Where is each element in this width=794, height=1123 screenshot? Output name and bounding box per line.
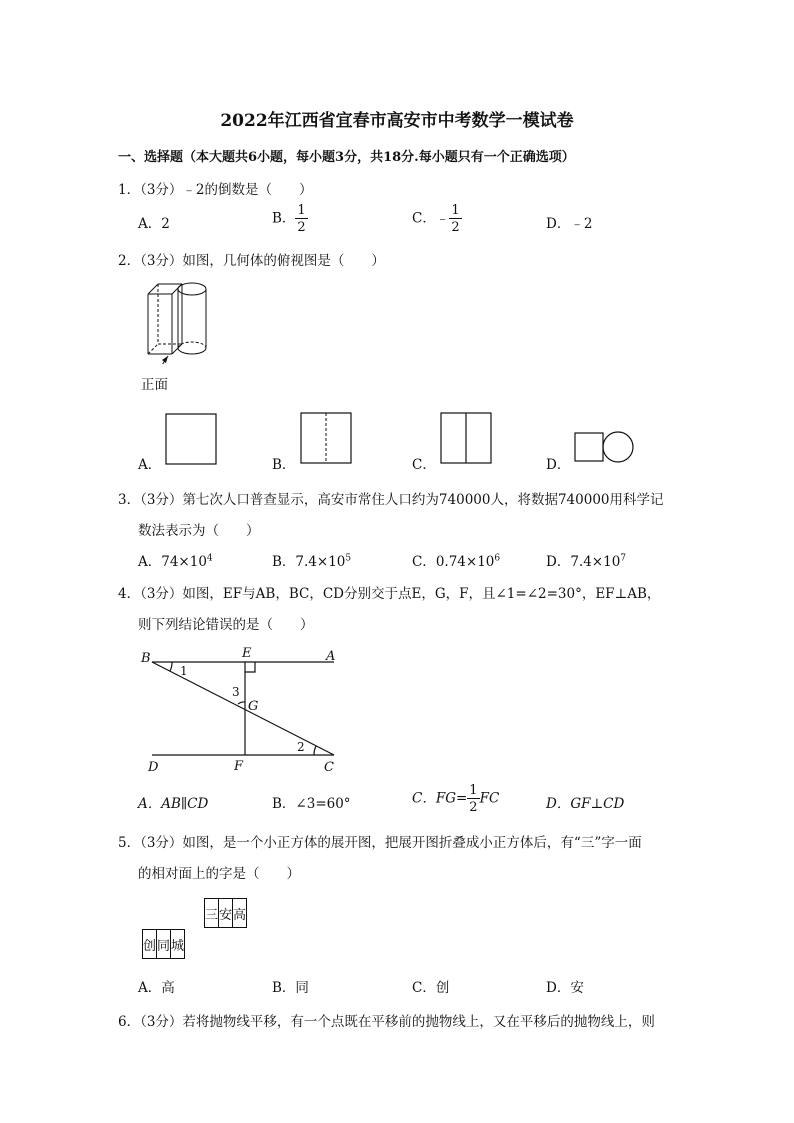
- q2-option-a: A．: [138, 457, 162, 473]
- q2-option-c: C．: [412, 457, 436, 473]
- page-title: 2022年江西省宜春市高安市中考数学一模试卷: [220, 111, 574, 131]
- question-5-stem-line1: 5．（3分）如图，是一个小正方体的展开图，把展开图折叠成小正方体后，有“三”字一面: [118, 835, 642, 851]
- point-a-label: A: [326, 649, 336, 664]
- q4-option-c-prefix: C．FG=: [412, 790, 468, 807]
- q3-option-a: [138, 550, 213, 570]
- q3-d-base: D．7.4×10: [546, 554, 621, 570]
- right-angle-mark: [245, 662, 255, 672]
- frac-denominator: 2: [297, 220, 306, 235]
- angle-2-label: 2: [297, 740, 305, 754]
- q2-option-d: D．: [546, 457, 571, 473]
- angle-3-arc: [238, 702, 245, 704]
- q3-option-d: [546, 550, 626, 570]
- point-d-label: D: [148, 760, 159, 775]
- q1-option-d: D．﹣2: [546, 216, 593, 232]
- question-2-stem: 2．（3分）如图，几何体的俯视图是（ ）: [118, 253, 385, 269]
- q4-option-c-fraction: [467, 784, 479, 814]
- q3-a-exp: 4: [206, 553, 213, 564]
- net-cell: 城: [171, 930, 185, 959]
- q2-option-c-figure: [439, 411, 495, 467]
- q4-option-c-suffix: FC: [479, 790, 500, 807]
- q5-option-c: C．创: [412, 980, 450, 996]
- q3-c-exp: 6: [494, 553, 501, 564]
- q3-a-base: A．74×10: [138, 554, 207, 570]
- question-6-stem-line1: 6．（3分）若将抛物线平移，有一个点既在平移前的抛物线上，又在平移后的抛物线上，则: [118, 1014, 655, 1030]
- point-b-label: B: [141, 651, 151, 666]
- q1-option-b-prefix: B．: [272, 210, 296, 227]
- question-4-stem-line1: 4．（3分）如图，EF与AB，BC，CD分别交于点E，G，F，且∠1=∠2=30°，EF⊥AB，: [118, 586, 661, 602]
- q3-d-exp: 7: [620, 553, 627, 564]
- net-cell: 高: [233, 899, 247, 928]
- question-4-stem-line2: 则下列结论错误的是（ ）: [138, 617, 314, 633]
- angle-2-arc: [314, 746, 316, 755]
- angle-1-label: 1: [180, 664, 188, 678]
- question-3-stem-line1: 3．（3分）第七次人口普查显示，高安市常住人口约为740000人，将数据740000用科学记: [118, 492, 664, 508]
- section-heading: 一、选择题（本大题共6小题，每小题3分，共18分.每小题只有一个正确选项）: [118, 150, 575, 165]
- q5-option-d: D．安: [546, 980, 584, 996]
- q3-c-base: C．0.74×10: [412, 554, 495, 570]
- net-cell: 创: [143, 930, 157, 959]
- question-5-stem-line2: 的相对面上的字是（ ）: [138, 866, 300, 882]
- q1-option-c-fraction: [449, 204, 461, 234]
- arrow-icon: [162, 356, 168, 363]
- frac-numerator: 1: [451, 203, 460, 218]
- q4-option-a: A．AB∥CD: [138, 796, 209, 812]
- q2-front-label: 正面: [141, 377, 168, 393]
- q3-b-exp: 5: [345, 553, 352, 564]
- q5-option-a: A．高: [138, 980, 175, 996]
- q1-option-b: [272, 204, 308, 234]
- question-3-stem-line2: 数法表示为（ ）: [138, 523, 260, 539]
- frac-denominator: 2: [451, 220, 460, 235]
- angle-3-label: 3: [232, 685, 240, 699]
- q1-option-a: A．2: [138, 216, 170, 232]
- frac-numerator: 1: [469, 783, 478, 798]
- q4-option-c: [412, 784, 499, 814]
- q1-option-c-prefix: C．﹣: [412, 210, 450, 227]
- q2-option-a-figure: [164, 412, 220, 468]
- net-top-row: [204, 898, 247, 928]
- point-g-label: G: [248, 699, 259, 714]
- point-c-label: C: [324, 760, 334, 775]
- net-cell: 三: [205, 899, 219, 928]
- angle-1-arc: [170, 662, 172, 671]
- net-cell: 安: [219, 899, 233, 928]
- frac-numerator: 1: [297, 203, 306, 218]
- question-1-stem: 1．（3分）﹣2的倒数是（ ）: [118, 182, 313, 198]
- point-f-label: F: [234, 759, 244, 774]
- point-e-label: E: [242, 646, 252, 661]
- q4-option-d: D．GF⊥CD: [546, 796, 625, 812]
- q1-option-b-fraction: [295, 204, 307, 234]
- q3-option-b: [272, 550, 351, 570]
- q3-option-c: [412, 550, 500, 570]
- q2-solid-figure: [138, 276, 218, 364]
- q1-option-c: [412, 204, 462, 234]
- q4-geometry-figure: [138, 644, 348, 776]
- frac-denominator: 2: [469, 800, 478, 815]
- q2-option-b-figure: [299, 411, 355, 467]
- q2-option-b: B．: [272, 457, 296, 473]
- q3-b-base: B．7.4×10: [272, 554, 346, 570]
- q4-option-b: B．∠3=60°: [272, 796, 351, 812]
- net-cell: 同: [157, 930, 171, 959]
- net-bottom-row: [142, 929, 185, 959]
- q2-option-d-figure: [573, 429, 637, 467]
- q5-option-b: B．同: [272, 980, 309, 996]
